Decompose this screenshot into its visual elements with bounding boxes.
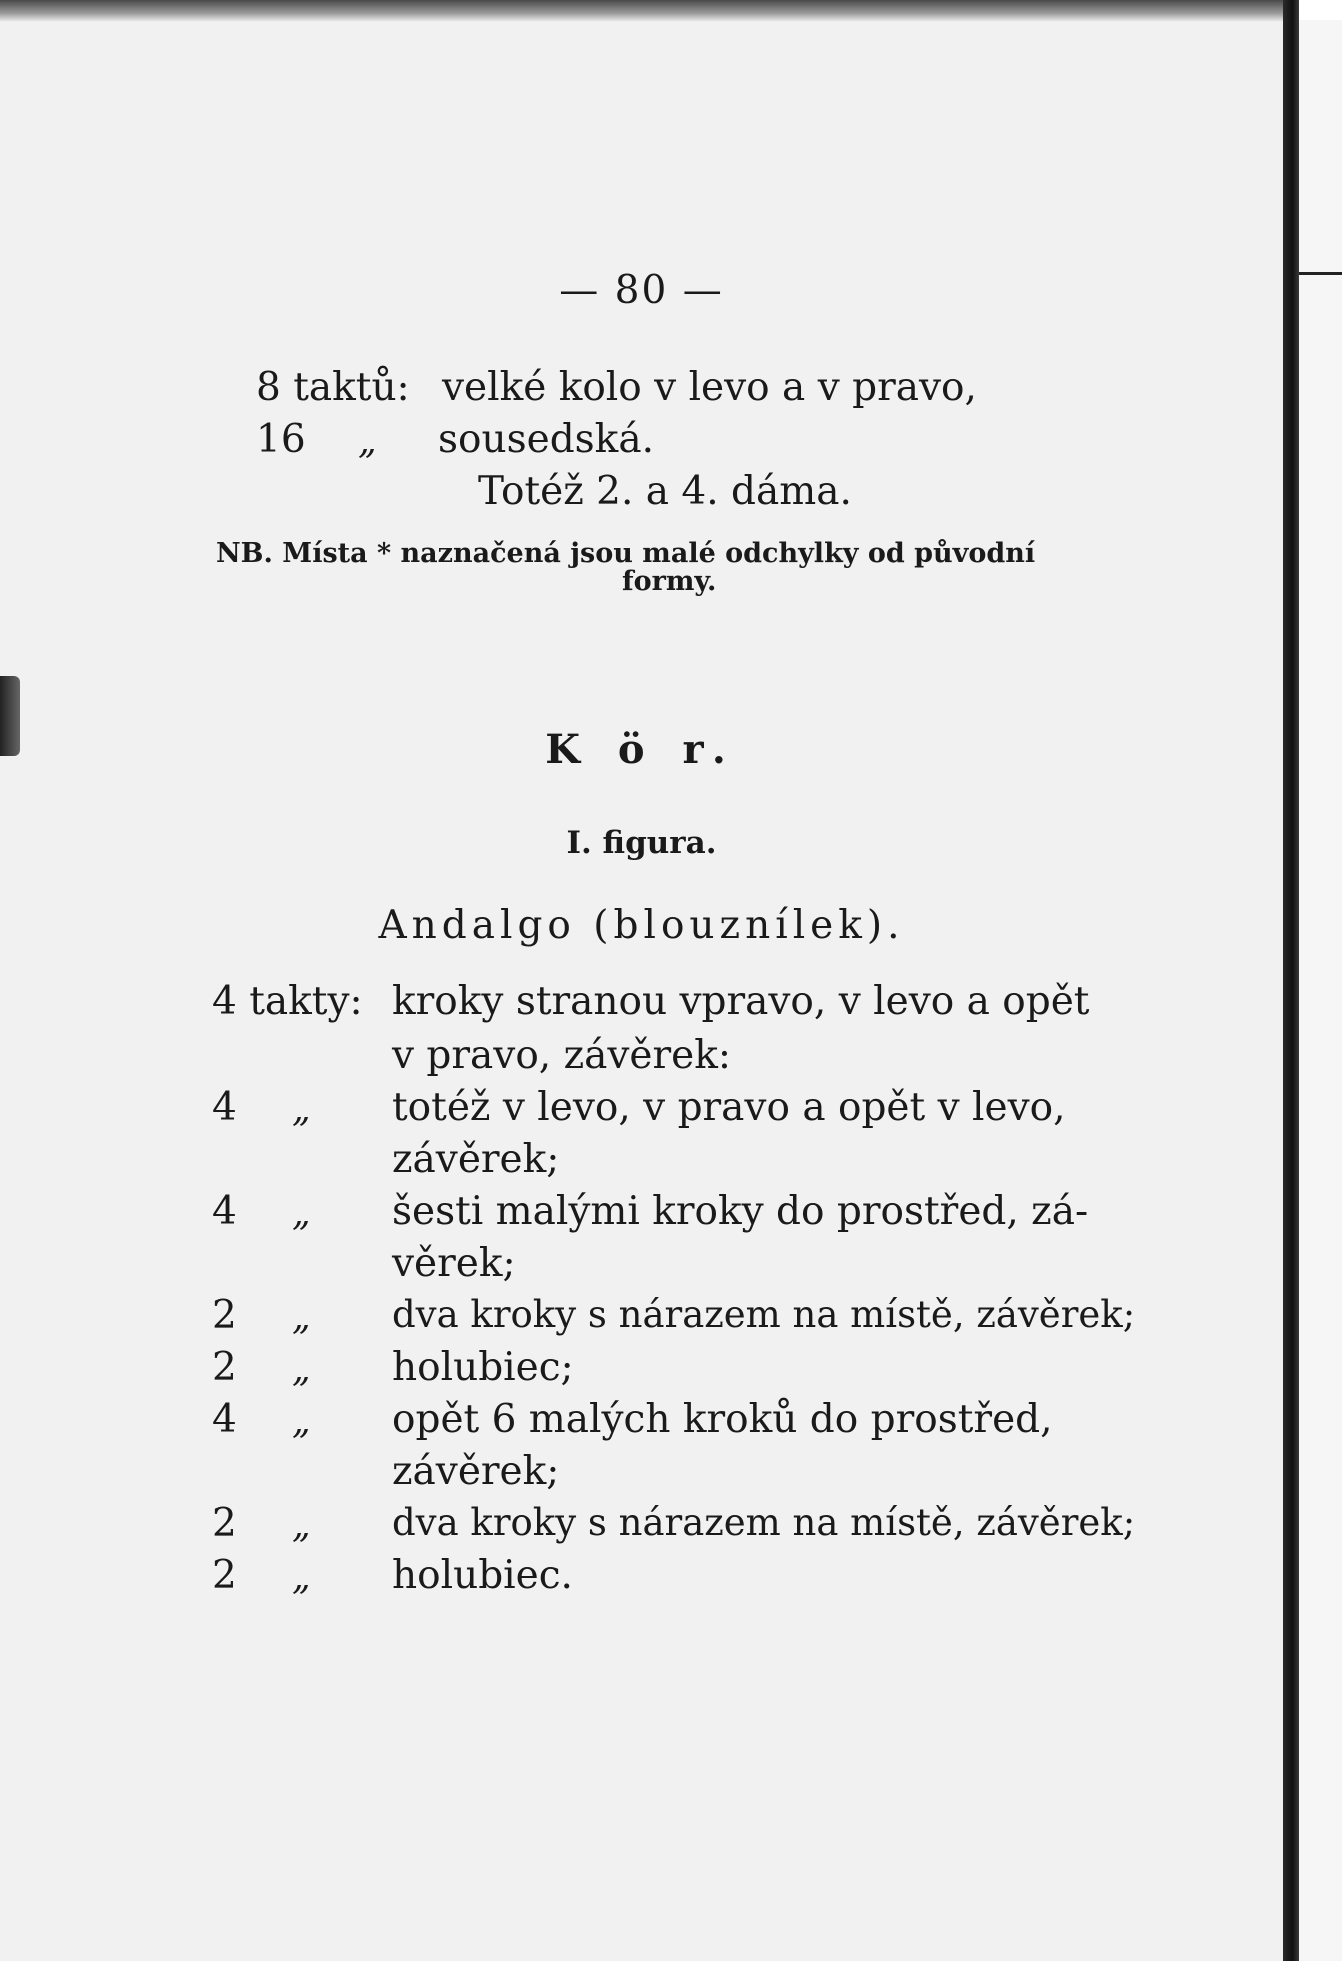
step-count-7: 2 bbox=[212, 1501, 237, 1546]
step-line-2b: závěrek; bbox=[392, 1137, 560, 1182]
step-count-1: 4 takty: bbox=[212, 979, 363, 1024]
figure-title: I. figura. bbox=[566, 825, 717, 861]
step-ditto-7: „ bbox=[292, 1505, 311, 1546]
intro-text-2: sousedská. bbox=[438, 417, 654, 462]
dance-name: Andalgo (blouznílek). bbox=[378, 903, 905, 948]
step-line-3a: šesti malými kroky do prostřed, zá- bbox=[392, 1189, 1089, 1234]
step-line-1b: v pravo, závěrek: bbox=[392, 1033, 732, 1078]
step-line-8a: holubiec. bbox=[392, 1553, 573, 1598]
step-line-5a: holubiec; bbox=[392, 1345, 574, 1390]
step-line-6b: závěrek; bbox=[392, 1449, 560, 1494]
step-line-4a: dva kroky s nárazem na místě, závěrek; bbox=[392, 1293, 1136, 1336]
intro-count-2: 16 bbox=[256, 417, 306, 462]
step-ditto-3: „ bbox=[292, 1193, 311, 1234]
step-count-3: 4 bbox=[212, 1189, 237, 1234]
scan-top-shadow bbox=[0, 0, 1283, 22]
step-ditto-6: „ bbox=[292, 1401, 311, 1442]
step-count-6: 4 bbox=[212, 1397, 237, 1442]
intro-count-1: 8 taktů: bbox=[256, 365, 410, 410]
next-page-edge bbox=[1299, 20, 1342, 1961]
step-line-7a: dva kroky s nárazem na místě, závěrek; bbox=[392, 1501, 1136, 1544]
nb-note-line-2: formy. bbox=[622, 566, 717, 597]
section-title: K ö r. bbox=[545, 726, 738, 773]
step-ditto-8: „ bbox=[292, 1557, 311, 1598]
intro-text-1: velké kolo v levo a v pravo, bbox=[442, 365, 977, 410]
step-line-2a: totéž v levo, v pravo a opět v levo, bbox=[392, 1085, 1066, 1130]
step-count-8: 2 bbox=[212, 1553, 237, 1598]
step-ditto-5: „ bbox=[292, 1349, 311, 1390]
nb-note-line-1: NB. Místa * naznačená jsou malé odchylky od původní bbox=[216, 538, 1036, 569]
step-count-2: 4 bbox=[212, 1085, 237, 1130]
step-ditto-4: „ bbox=[292, 1297, 311, 1338]
step-line-1a: kroky stranou vpravo, v levo a opět bbox=[392, 979, 1090, 1024]
step-line-3b: věrek; bbox=[392, 1241, 516, 1286]
step-count-5: 2 bbox=[212, 1345, 237, 1390]
next-page-rule bbox=[1299, 272, 1342, 275]
same-note: Totéž 2. a 4. dáma. bbox=[478, 469, 852, 514]
intro-ditto-2: „ bbox=[358, 421, 377, 462]
step-line-6a: opět 6 malých kroků do prostřed, bbox=[392, 1397, 1053, 1442]
step-count-4: 2 bbox=[212, 1293, 237, 1338]
step-ditto-2: „ bbox=[292, 1089, 311, 1130]
book-spine-shadow bbox=[1283, 0, 1299, 1961]
page-number: — 80 — bbox=[559, 268, 724, 313]
